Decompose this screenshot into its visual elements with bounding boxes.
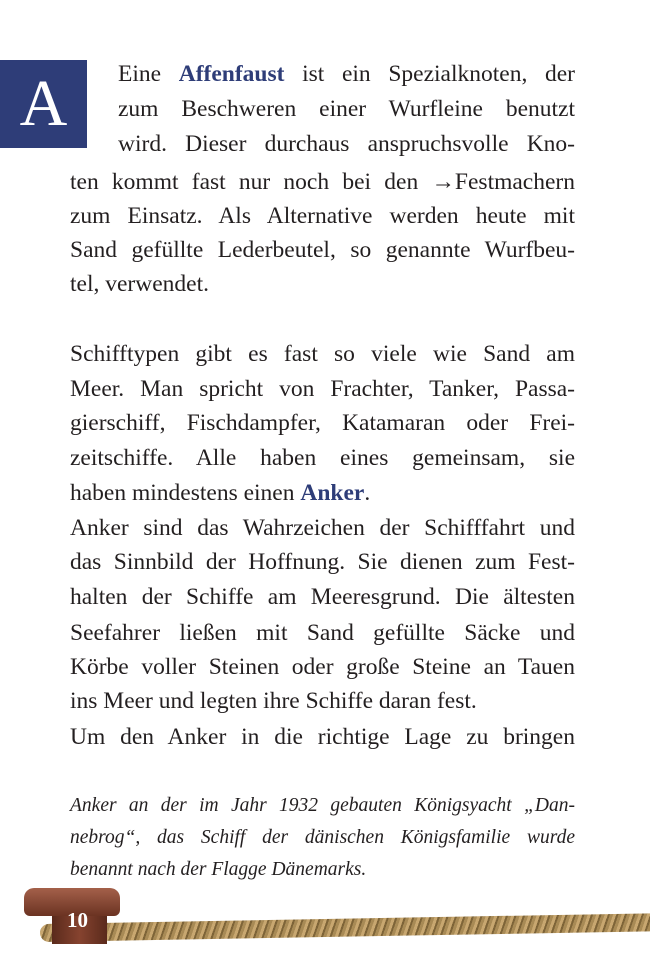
text-line: zum Beschweren einer Wurfleine benutzt <box>118 96 575 122</box>
text-line: halten der Schiffe am Meeresgrund. Die ältesten <box>70 584 575 610</box>
page-number: 10 <box>67 908 88 932</box>
text-line: zum Einsatz. Als Alternative werden heute mit <box>70 203 575 229</box>
text-line: Seefahrer ließen mit Sand gefüllte Säcke und <box>70 620 575 646</box>
text-line: das Sinnbild der Hoffnung. Sie dienen zum Fest- <box>70 549 575 575</box>
text-line: tel, verwendet. <box>70 271 209 297</box>
text-line: Sand gefüllte Lederbeutel, so genannte Wurfbeu- <box>70 237 575 263</box>
text: haben mindestens einen <box>70 480 301 506</box>
rope-image <box>40 913 650 942</box>
text-line <box>70 478 575 508</box>
drop-cap: A <box>0 60 87 148</box>
text-line: gierschiff, Fischdampfer, Katamaran oder Frei- <box>70 410 575 436</box>
text-line <box>118 59 575 89</box>
text: ist ein Spezialknoten, der <box>284 61 575 87</box>
text-line: Um den Anker in die richtige Lage zu bringen <box>70 724 575 750</box>
text-line: wird. Dieser durchaus anspruchsvolle Kno- <box>118 131 575 157</box>
text-line: Körbe voller Steinen oder große Steine an Tauen <box>70 654 575 680</box>
text: Eine <box>118 61 179 87</box>
keyword-affenfaust: Affenfaust <box>178 61 285 87</box>
text-line: Meer. Man spricht von Frachter, Tanker, Passa- <box>70 376 575 402</box>
caption-line: Anker an der im Jahr 1932 gebauten Königsyacht „Dan- <box>70 795 575 816</box>
text-line: Anker sind das Wahrzeichen der Schifffahrt und <box>70 515 575 541</box>
keyword-anker: Anker <box>300 480 365 506</box>
text: . <box>364 480 371 506</box>
caption-line: nebrog“, das Schiff der dänischen Königsfamilie wurde <box>70 827 575 848</box>
text-line: zeitschiffe. Alle haben eines gemeinsam, sie <box>70 445 575 471</box>
text-line: ins Meer und legten ihre Schiffe daran fest. <box>70 688 477 714</box>
caption-line: benannt nach der Flagge Dänemarks. <box>70 859 367 880</box>
text-line: ten kommt fast nur noch bei den →Festmachern <box>70 169 575 195</box>
text-line: Schifftypen gibt es fast so viele wie Sand am <box>70 341 575 367</box>
